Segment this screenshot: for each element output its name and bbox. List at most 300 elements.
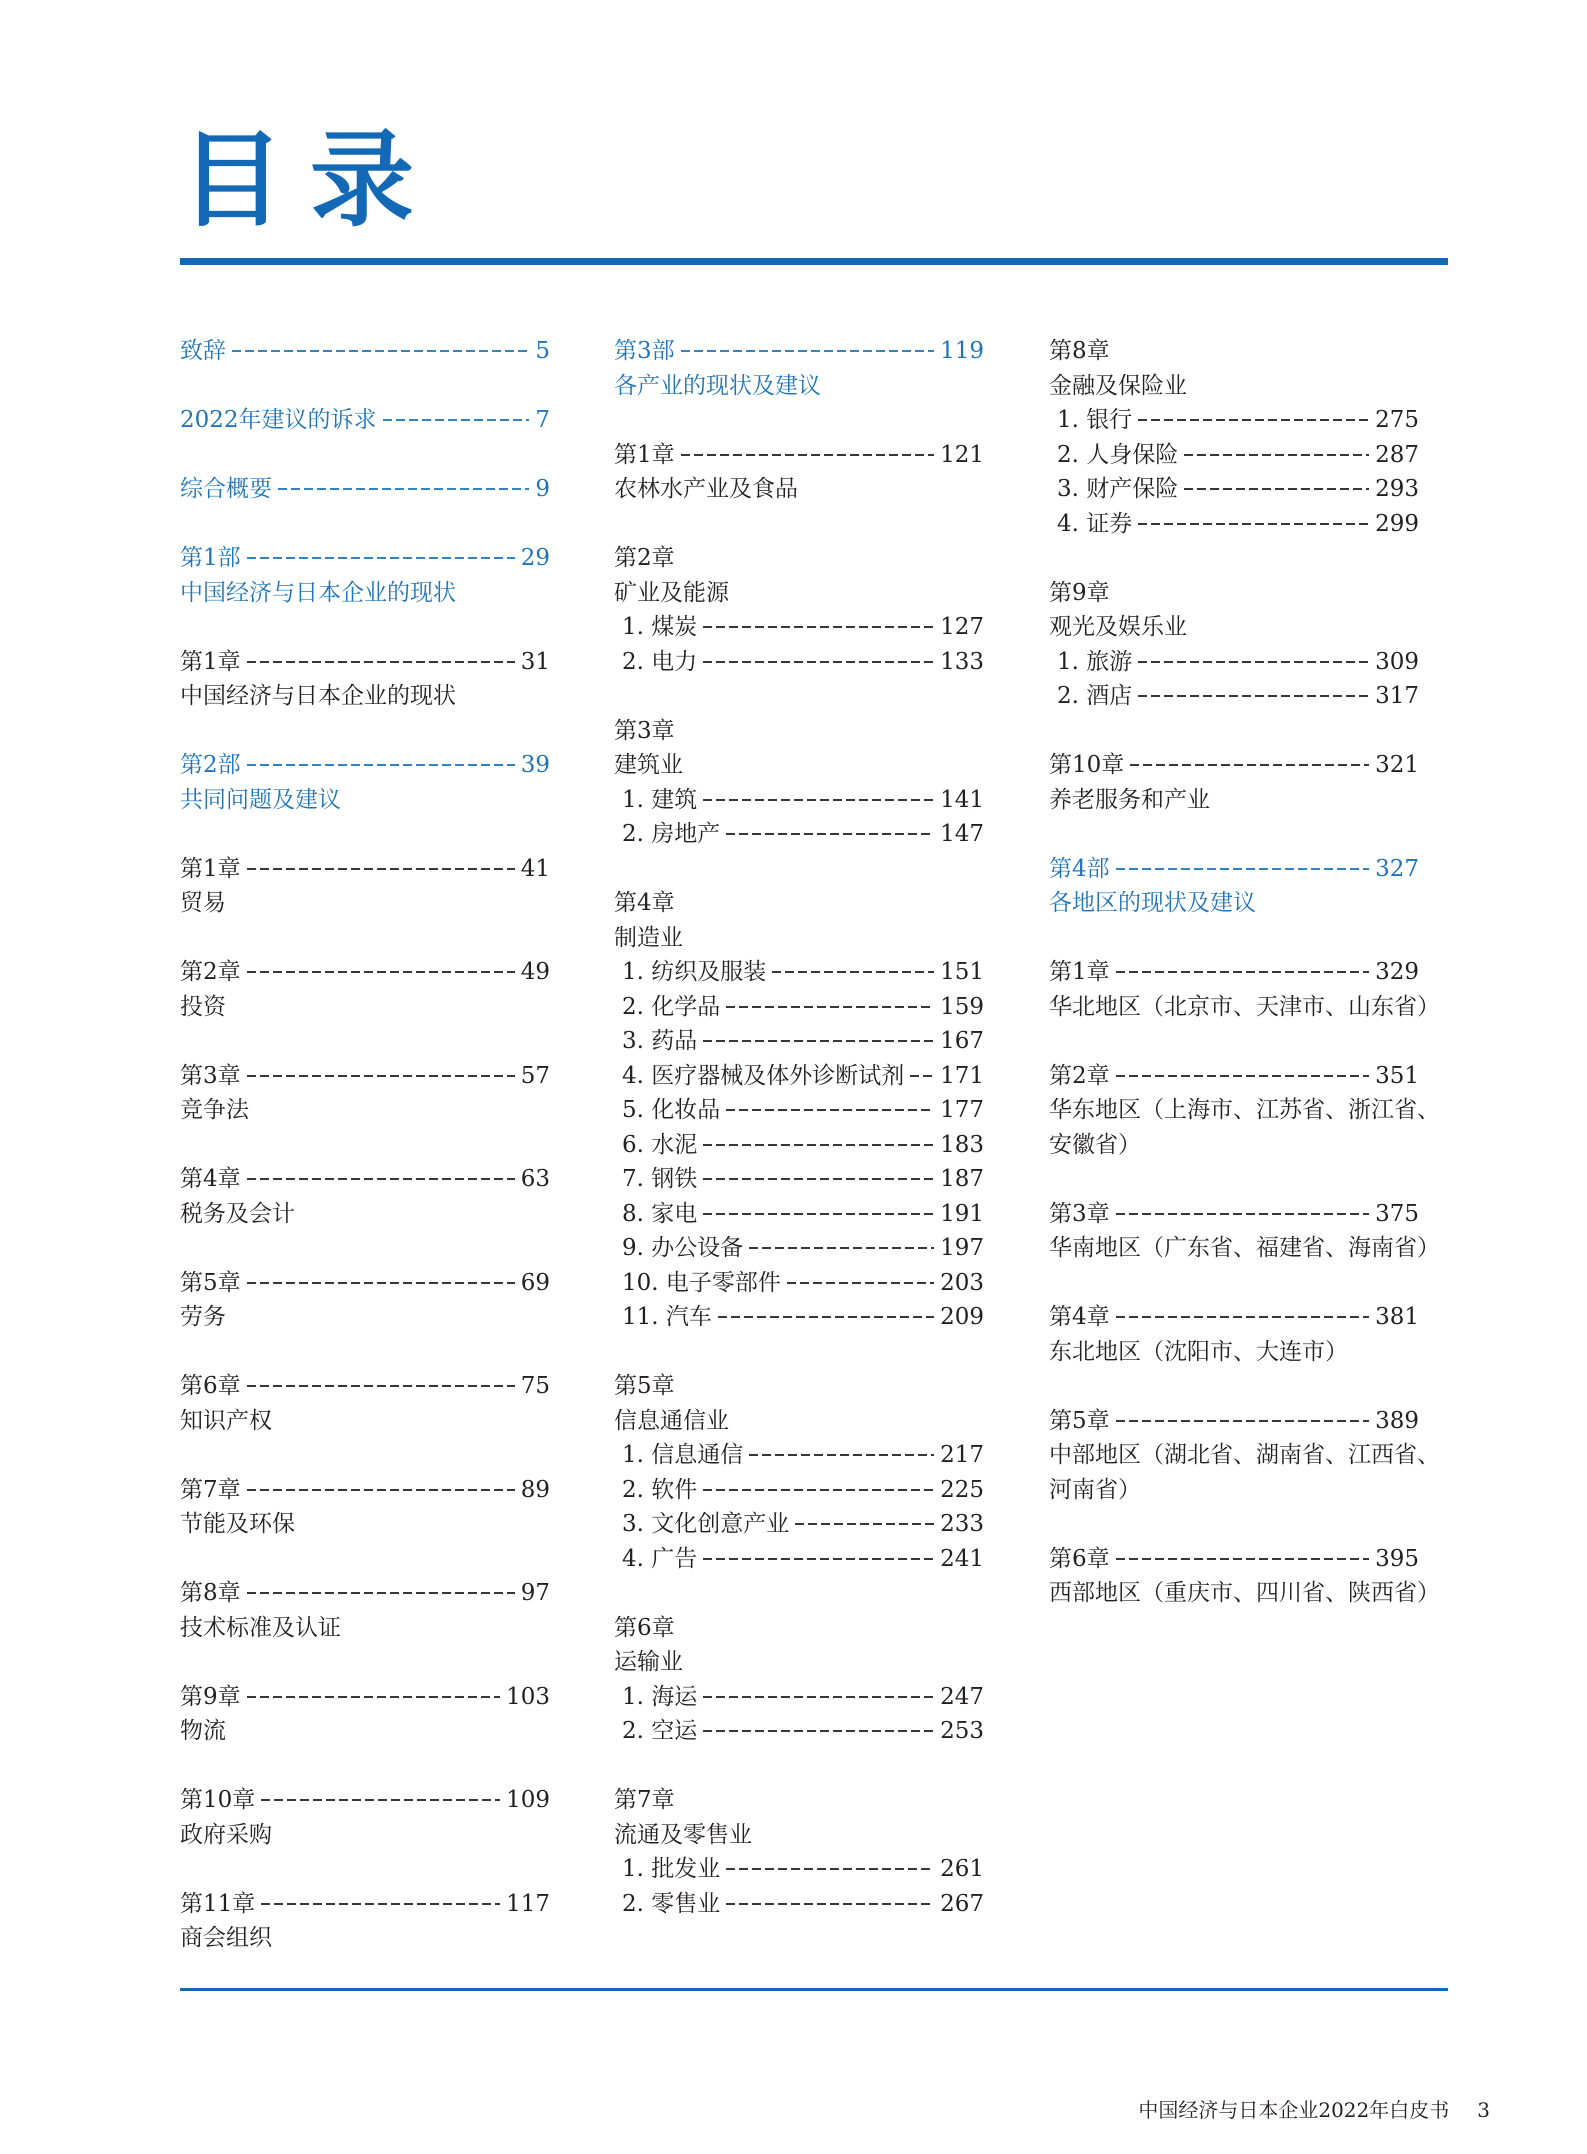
toc-entry-label: 物流 xyxy=(180,1718,226,1744)
dash-leader xyxy=(703,626,934,628)
toc-heading xyxy=(180,576,550,611)
toc-entry-label: 第4部 xyxy=(1049,855,1110,882)
toc-page-number: 7 xyxy=(535,407,550,433)
dash-leader xyxy=(726,1903,934,1905)
toc-heading xyxy=(180,1507,550,1542)
toc-heading xyxy=(1049,1093,1440,1128)
toc-spacer xyxy=(180,1749,550,1784)
toc-entry[interactable] xyxy=(614,1473,984,1508)
dash-leader xyxy=(247,764,515,766)
toc-entry-label: 中部地区（湖北省、湖南省、江西省、 xyxy=(1049,1442,1440,1468)
toc-entry[interactable] xyxy=(614,1887,984,1922)
toc-spacer xyxy=(1049,817,1419,852)
toc-entry-label: 第3部 xyxy=(614,338,675,364)
dash-leader xyxy=(703,1489,934,1491)
toc-entry-label: 6. 水泥 xyxy=(622,1131,698,1158)
toc-entry[interactable] xyxy=(1049,645,1419,680)
toc-entry[interactable] xyxy=(614,1093,984,1128)
toc-page-number: 293 xyxy=(1375,476,1419,502)
dash-leader xyxy=(247,557,515,559)
toc-entry[interactable] xyxy=(614,438,984,473)
toc-heading xyxy=(180,783,550,818)
toc-page-number: 39 xyxy=(520,752,550,778)
toc-spacer xyxy=(614,679,984,714)
toc-entry-label: 1. 煤炭 xyxy=(622,614,698,640)
toc-entry[interactable] xyxy=(614,1300,984,1335)
toc-entry-label: 第6章 xyxy=(1049,1545,1110,1572)
dash-leader xyxy=(703,1040,934,1042)
dash-leader xyxy=(247,1696,500,1698)
toc-entry-label: 制造业 xyxy=(614,924,683,951)
toc-heading xyxy=(1049,1576,1440,1611)
toc-spacer xyxy=(1049,541,1419,576)
toc-entry-label: 第6章 xyxy=(614,1614,675,1641)
toc-entry-label: 第10章 xyxy=(1049,752,1125,778)
toc-page-number: 389 xyxy=(1375,1407,1419,1434)
title-rule xyxy=(180,258,1448,265)
dash-leader xyxy=(703,1178,934,1180)
toc-entry[interactable] xyxy=(1049,679,1419,714)
footer-publication-title: 中国经济与日本企业2022年白皮书 xyxy=(1138,2098,1450,2122)
toc-entry-label: 综合概要 xyxy=(180,476,272,502)
toc-page-number: 203 xyxy=(940,1269,984,1296)
toc-page-number: 63 xyxy=(520,1166,550,1192)
toc-entry-label: 节能及环保 xyxy=(180,1511,295,1537)
footer-page-number: 3 xyxy=(1477,2098,1490,2122)
toc-entry[interactable] xyxy=(180,1473,550,1508)
toc-entry[interactable] xyxy=(1049,1059,1419,1094)
toc-heading xyxy=(180,1714,550,1749)
toc-entry-label: 西部地区（重庆市、四川省、陕西省） xyxy=(1049,1580,1440,1606)
dash-leader xyxy=(1130,764,1369,766)
toc-page-number: 5 xyxy=(535,338,550,364)
dash-leader xyxy=(703,1144,934,1146)
toc-entry-label: 1. 建筑 xyxy=(622,786,698,813)
toc-heading xyxy=(180,1611,550,1646)
toc-heading xyxy=(614,369,984,404)
toc-heading xyxy=(614,1611,984,1646)
dash-leader xyxy=(1184,454,1369,456)
toc-spacer xyxy=(180,610,550,645)
toc-spacer xyxy=(180,1128,550,1163)
toc-page-number: 41 xyxy=(520,855,550,882)
toc-entry-label: 2. 化学品 xyxy=(622,993,721,1020)
dash-leader xyxy=(261,1799,500,1801)
toc-entry-label: 劳务 xyxy=(180,1304,226,1330)
dash-leader xyxy=(749,1454,934,1456)
dash-leader xyxy=(726,1006,934,1008)
toc-spacer xyxy=(1049,714,1419,749)
toc-page-number: 31 xyxy=(520,648,550,675)
toc-entry[interactable] xyxy=(614,955,984,990)
toc-entry[interactable] xyxy=(1049,955,1419,990)
toc-entry[interactable] xyxy=(180,1576,550,1611)
toc-spacer xyxy=(1049,1507,1419,1542)
dash-leader xyxy=(726,1109,934,1111)
toc-spacer xyxy=(1049,1369,1419,1404)
toc-entry[interactable] xyxy=(180,334,550,369)
dash-leader xyxy=(749,1247,934,1249)
toc-entry[interactable] xyxy=(180,955,550,990)
toc-entry-label: 2. 软件 xyxy=(622,1476,698,1503)
toc-entry-label: 1. 批发业 xyxy=(622,1856,721,1882)
toc-entry-label: 第4章 xyxy=(180,1166,241,1192)
dash-leader xyxy=(772,971,934,973)
toc-heading xyxy=(614,714,984,749)
toc-entry[interactable] xyxy=(614,1714,984,1749)
toc-entry[interactable] xyxy=(180,1887,550,1922)
toc-entry[interactable] xyxy=(1049,1300,1419,1335)
toc-entry[interactable] xyxy=(614,1266,984,1301)
toc-entry-label: 第9章 xyxy=(1049,579,1110,606)
toc-spacer xyxy=(180,438,550,473)
dash-leader xyxy=(718,1316,934,1318)
toc-page-number: 329 xyxy=(1375,959,1419,985)
toc-entry-label: 各产业的现状及建议 xyxy=(614,372,821,399)
toc-entry-label: 2. 零售业 xyxy=(622,1890,721,1917)
toc-page-number: 159 xyxy=(940,993,984,1020)
toc-page-number: 309 xyxy=(1375,648,1419,675)
toc-heading xyxy=(1049,1231,1440,1266)
dash-leader xyxy=(1138,695,1369,697)
dash-leader xyxy=(1116,1316,1369,1318)
toc-entry-label: 1. 信息通信 xyxy=(622,1442,744,1468)
dash-leader xyxy=(247,1178,515,1180)
toc-entry[interactable] xyxy=(1049,438,1419,473)
toc-entry[interactable] xyxy=(180,645,550,680)
toc-entry[interactable] xyxy=(180,403,550,438)
toc-entry-label: 第5章 xyxy=(1049,1407,1110,1434)
toc-entry[interactable] xyxy=(180,1059,550,1094)
toc-entry-label: 第5章 xyxy=(180,1269,241,1296)
toc-page-number: 241 xyxy=(940,1545,984,1572)
dash-leader xyxy=(261,1903,500,1905)
toc-heading xyxy=(1049,369,1419,404)
toc-heading xyxy=(614,541,984,576)
dash-leader xyxy=(703,799,934,801)
toc-entry[interactable] xyxy=(614,610,984,645)
toc-entry-label: 政府采购 xyxy=(180,1821,272,1848)
toc-page-number: 29 xyxy=(520,545,550,571)
toc-page-number: 151 xyxy=(940,959,984,985)
toc-heading xyxy=(1049,1335,1419,1370)
toc-entry-label: 5. 化妆品 xyxy=(622,1097,721,1123)
toc-entry-label: 信息通信业 xyxy=(614,1407,729,1434)
toc-entry-label: 竞争法 xyxy=(180,1097,249,1123)
toc-page-number: 171 xyxy=(940,1062,984,1089)
toc-entry[interactable] xyxy=(614,1059,984,1094)
toc-entry[interactable] xyxy=(180,472,550,507)
toc-heading xyxy=(1049,610,1419,645)
toc-entry-label: 矿业及能源 xyxy=(614,579,729,606)
toc-entry-label: 第1部 xyxy=(180,545,241,571)
toc-entry-label: 致辞 xyxy=(180,338,226,364)
toc-heading xyxy=(614,1645,984,1680)
toc-entry-label: 第9章 xyxy=(180,1683,241,1710)
toc-heading xyxy=(614,1783,984,1818)
toc-page-number: 261 xyxy=(940,1856,984,1882)
toc-spacer xyxy=(1049,1162,1419,1197)
dash-leader xyxy=(726,833,934,835)
toc-entry-label: 养老服务和产业 xyxy=(1049,786,1210,813)
dash-leader xyxy=(232,350,529,352)
toc-page-number: 183 xyxy=(940,1131,984,1158)
toc-entry-label: 华东地区（上海市、江苏省、浙江省、 xyxy=(1049,1097,1440,1123)
toc-heading xyxy=(614,472,984,507)
toc-page-number: 75 xyxy=(520,1373,550,1399)
toc-entry[interactable] xyxy=(614,1197,984,1232)
toc-heading xyxy=(180,886,550,921)
dash-leader xyxy=(383,419,530,421)
toc-page-number: 253 xyxy=(940,1718,984,1744)
toc-entry-label: 第4章 xyxy=(1049,1304,1110,1330)
toc-entry[interactable] xyxy=(614,990,984,1025)
dash-leader xyxy=(1184,488,1369,490)
toc-heading xyxy=(1049,576,1419,611)
toc-entry-label: 贸易 xyxy=(180,890,226,916)
toc-entry-label: 1. 纺织及服装 xyxy=(622,959,767,985)
toc-entry[interactable] xyxy=(180,1266,550,1301)
toc-heading xyxy=(1049,1128,1419,1163)
dash-leader xyxy=(1138,419,1369,421)
dash-leader xyxy=(681,454,934,456)
toc-entry-label: 华北地区（北京市、天津市、山东省） xyxy=(1049,993,1440,1020)
toc-entry[interactable] xyxy=(180,748,550,783)
toc-heading xyxy=(614,1369,984,1404)
toc-page-number: 117 xyxy=(506,1890,550,1917)
toc-spacer xyxy=(1049,1266,1419,1301)
dash-leader xyxy=(1116,1558,1369,1560)
toc-entry[interactable] xyxy=(614,334,984,369)
toc-spacer xyxy=(180,1438,550,1473)
toc-page-number: 187 xyxy=(940,1166,984,1192)
toc-entry-label: 第1章 xyxy=(180,648,241,675)
toc-page-number: 225 xyxy=(940,1476,984,1503)
toc-entry-label: 第6章 xyxy=(180,1373,241,1399)
toc-page-number: 327 xyxy=(1375,855,1419,882)
toc-spacer xyxy=(1049,1024,1419,1059)
toc-page-number: 267 xyxy=(940,1890,984,1917)
toc-entry-label: 第5章 xyxy=(614,1373,675,1399)
toc-page-number: 321 xyxy=(1375,752,1419,778)
dash-leader xyxy=(247,1592,515,1594)
toc-entry-label: 第2章 xyxy=(1049,1062,1110,1089)
toc-entry-label: 第7章 xyxy=(180,1476,241,1503)
toc-page-number: 247 xyxy=(940,1683,984,1710)
toc-page-number: 103 xyxy=(506,1683,550,1710)
toc-entry-label: 8. 家电 xyxy=(622,1200,698,1227)
toc-entry-label: 第1章 xyxy=(1049,959,1110,985)
toc-entry[interactable] xyxy=(1049,748,1419,783)
toc-entry[interactable] xyxy=(180,1162,550,1197)
toc-entry[interactable] xyxy=(180,1680,550,1715)
toc-spacer xyxy=(180,369,550,404)
toc-entry-label: 3. 财产保险 xyxy=(1057,476,1179,502)
toc-entry-label: 各地区的现状及建议 xyxy=(1049,890,1256,916)
dash-leader xyxy=(247,971,515,973)
toc-entry-label: 第2章 xyxy=(180,959,241,985)
dash-leader xyxy=(1138,661,1369,663)
page-title: 目录 xyxy=(180,119,441,241)
toc-entry-label: 河南省） xyxy=(1049,1476,1141,1503)
toc-heading xyxy=(180,990,550,1025)
toc-heading xyxy=(180,679,550,714)
toc-page-number: 381 xyxy=(1375,1304,1419,1330)
toc-page-number: 177 xyxy=(940,1097,984,1123)
toc-entry-label: 商会组织 xyxy=(180,1925,272,1951)
dash-leader xyxy=(681,350,934,352)
toc-page-number: 141 xyxy=(940,786,984,813)
toc-entry-label: 金融及保险业 xyxy=(1049,372,1187,399)
toc-entry[interactable] xyxy=(614,1231,984,1266)
dash-leader xyxy=(278,488,529,490)
toc-spacer xyxy=(180,1335,550,1370)
toc-entry-label: 第8章 xyxy=(180,1580,241,1606)
toc-page-number: 133 xyxy=(940,648,984,675)
toc-entry-label: 运输业 xyxy=(614,1649,683,1675)
toc-page-number: 375 xyxy=(1375,1200,1419,1227)
toc-entry-label: 第10章 xyxy=(180,1787,256,1813)
dash-leader xyxy=(1116,868,1369,870)
toc-entry-label: 第3章 xyxy=(1049,1200,1110,1227)
toc-entry-label: 1. 银行 xyxy=(1057,407,1133,433)
toc-entry[interactable] xyxy=(614,1680,984,1715)
toc-page-number: 49 xyxy=(520,959,550,985)
toc-page-number: 69 xyxy=(520,1269,550,1296)
toc-spacer xyxy=(614,852,984,887)
toc-entry-label: 中国经济与日本企业的现状 xyxy=(180,579,456,606)
toc-entry-label: 投资 xyxy=(180,993,226,1020)
dash-leader xyxy=(247,868,515,870)
toc-entry-label: 知识产权 xyxy=(180,1407,272,1434)
toc-entry[interactable] xyxy=(614,645,984,680)
toc-heading xyxy=(1049,1473,1419,1508)
toc-heading xyxy=(614,1404,984,1439)
toc-entry-label: 2. 空运 xyxy=(622,1718,698,1744)
toc-column-2 xyxy=(614,334,984,1921)
footer-rule xyxy=(180,1988,1448,1991)
toc-entry-label: 9. 办公设备 xyxy=(622,1235,744,1261)
toc-heading xyxy=(180,1197,550,1232)
toc-entry[interactable] xyxy=(1049,852,1419,887)
toc-entry[interactable] xyxy=(614,1024,984,1059)
toc-entry-label: 第7章 xyxy=(614,1787,675,1813)
toc-page-number: 119 xyxy=(940,338,984,364)
toc-entry-label: 共同问题及建议 xyxy=(180,786,341,813)
toc-entry-label: 第3章 xyxy=(180,1062,241,1089)
toc-entry-label: 流通及零售业 xyxy=(614,1821,752,1848)
toc-entry-label: 第1章 xyxy=(180,855,241,882)
toc-spacer xyxy=(180,921,550,956)
toc-entry[interactable] xyxy=(1049,1197,1419,1232)
toc-entry-label: 农林水产业及食品 xyxy=(614,476,798,502)
toc-entry[interactable] xyxy=(180,852,550,887)
toc-entry-label: 建筑业 xyxy=(614,752,683,778)
toc-entry[interactable] xyxy=(1049,507,1419,542)
toc-entry-label: 第2章 xyxy=(614,545,675,571)
toc-entry[interactable] xyxy=(180,1783,550,1818)
toc-entry[interactable] xyxy=(614,1542,984,1577)
toc-page-number: 299 xyxy=(1375,510,1419,537)
toc-entry[interactable] xyxy=(1049,1542,1419,1577)
toc-spacer xyxy=(180,507,550,542)
dash-leader xyxy=(247,1385,515,1387)
toc-entry[interactable] xyxy=(1049,403,1419,438)
dash-leader xyxy=(703,1213,934,1215)
toc-entry-label: 观光及娱乐业 xyxy=(1049,614,1187,640)
toc-page-number: 317 xyxy=(1375,683,1419,709)
toc-entry-label: 税务及会计 xyxy=(180,1200,295,1227)
toc-heading xyxy=(1049,990,1440,1025)
toc-page-number: 287 xyxy=(1375,441,1419,468)
toc-heading xyxy=(180,1404,550,1439)
dash-leader xyxy=(703,1558,934,1560)
dash-leader xyxy=(1116,1213,1369,1215)
toc-page-number: 109 xyxy=(506,1787,550,1813)
toc-entry-label: 第2部 xyxy=(180,752,241,778)
dash-leader xyxy=(726,1868,934,1870)
dash-leader xyxy=(787,1282,934,1284)
dash-leader xyxy=(1116,971,1369,973)
dash-leader xyxy=(1138,523,1369,525)
toc-heading xyxy=(1049,783,1419,818)
toc-entry-label: 7. 钢铁 xyxy=(622,1166,698,1192)
toc-entry-label: 2. 酒店 xyxy=(1057,683,1133,709)
toc-entry[interactable] xyxy=(614,1162,984,1197)
toc-heading xyxy=(614,748,984,783)
toc-page-number: 217 xyxy=(940,1442,984,1468)
toc-entry[interactable] xyxy=(180,541,550,576)
toc-spacer xyxy=(180,1542,550,1577)
dash-leader xyxy=(247,1282,515,1284)
toc-spacer xyxy=(614,1335,984,1370)
toc-page-number: 121 xyxy=(940,441,984,468)
toc-entry[interactable] xyxy=(614,1852,984,1887)
toc-entry-label: 2022年建议的诉求 xyxy=(180,407,377,433)
toc-entry[interactable] xyxy=(614,817,984,852)
toc-column-1 xyxy=(180,334,550,1956)
toc-page-number: 97 xyxy=(520,1580,550,1606)
toc-entry-label: 1. 旅游 xyxy=(1057,648,1133,675)
toc-entry[interactable] xyxy=(180,1369,550,1404)
toc-entry-label: 东北地区（沈阳市、大连市） xyxy=(1049,1338,1348,1365)
toc-entry-label: 2. 人身保险 xyxy=(1057,441,1179,468)
toc-page-number: 147 xyxy=(940,821,984,847)
toc-entry[interactable] xyxy=(1049,1404,1419,1439)
toc-heading xyxy=(1049,334,1419,369)
toc-page-number: 197 xyxy=(940,1235,984,1261)
toc-page-number: 351 xyxy=(1375,1062,1419,1089)
toc-entry[interactable] xyxy=(614,783,984,818)
toc-entry-label: 3. 药品 xyxy=(622,1028,698,1054)
toc-entry[interactable] xyxy=(614,1128,984,1163)
toc-entry[interactable] xyxy=(614,1507,984,1542)
toc-entry[interactable] xyxy=(614,1438,984,1473)
toc-heading xyxy=(180,1921,550,1956)
dash-leader xyxy=(910,1075,934,1077)
toc-entry[interactable] xyxy=(1049,472,1419,507)
toc-entry-label: 第3章 xyxy=(614,717,675,744)
toc-spacer xyxy=(180,1231,550,1266)
toc-page-number: 167 xyxy=(940,1028,984,1054)
dash-leader xyxy=(703,661,934,663)
toc-entry-label: 2. 电力 xyxy=(622,648,698,675)
toc-page-number: 191 xyxy=(940,1200,984,1227)
toc-heading xyxy=(1049,886,1419,921)
toc-page-number: 395 xyxy=(1375,1545,1419,1572)
toc-heading xyxy=(614,886,984,921)
toc-spacer xyxy=(1049,921,1419,956)
